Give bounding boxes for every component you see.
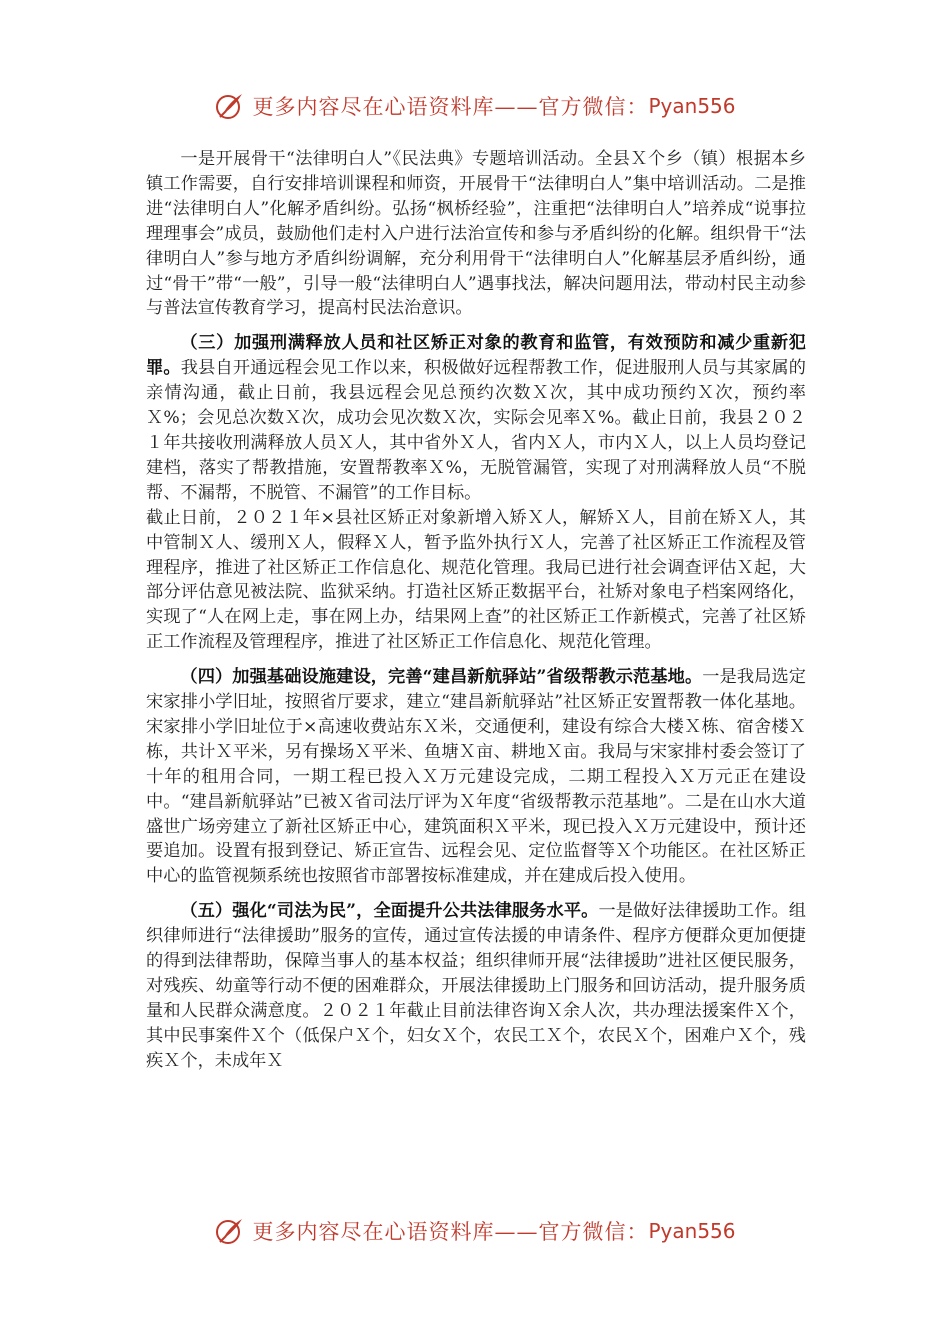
banner-site-text: 更多内容尽在心语资料库——官方微信： <box>252 95 649 119</box>
banner-site-text: 更多内容尽在心语资料库——官方微信： <box>252 1220 649 1244</box>
section-heading: （五）强化“司法为民”，全面提升公共法律服务水平。 <box>180 901 599 922</box>
paragraph-text: 一是我局选定宋家排小学旧址，按照省厅要求，建立“建昌新航驿站”社区矫正安置帮教一体化基地。宋家排小学旧址位于×高速收费站东Ｘ米，交通便利，建设有综合大楼Ｘ栋、宿舍楼Ｘ栋，共计Ｘ平米，另有操场Ｘ平米、鱼塘Ｘ亩、耕地Ｘ亩。我局与宋家排村委会签订了十年的租用合同，一期工程已投入Ｘ万元建设完成，二期工程投入Ｘ万元正在建设中。“建昌新航驿站”已被Ｘ省司法厅评为Ｘ年度“省级帮教示范基地”。二是在山水大道盛世广场旁建立了新社区矫正中心，建筑面积Ｘ平米，现已投入Ｘ万元建设中，预计还要追加。设置有报到登记、矫正宣告、远程会见、定位监督等Ｘ个功能区。在社区矫正中心的监管视频系统也按照省市部署按标准建成，并在建成后投入使用。 <box>146 667 806 887</box>
section-heading: （四）加强基础设施建设，完善“建昌新航驿站”省级帮教示范基地。 <box>180 667 703 688</box>
header-banner <box>0 86 950 126</box>
paragraph-3 <box>146 506 806 655</box>
banner-wechat-id: Pyan556 <box>648 94 736 118</box>
footer-banner <box>0 1211 950 1251</box>
paragraph-4 <box>146 665 806 889</box>
paragraph-text: 截止日前，２０２１年×县社区矫正对象新增入矫Ｘ人，解矫Ｘ人，目前在矫Ｘ人，其中管制Ｘ人、缓刑Ｘ人，假释Ｘ人，暂予监外执行Ｘ人，完善了社区矫正工作流程及管理程序，推进了社区矫正工作信息化、规范化管理。我局已进行社会调查评估Ｘ起，大部分评估意见被法院、监狱采纳。打造社区矫正数据平台，社矫对象电子档案网络化，实现了“人在网上走，事在网上办，结果网上查”的社区矫正工作新模式，完善了社区矫正工作流程及管理程序，推进了社区矫正工作信息化、规范化管理。 <box>146 507 806 653</box>
paragraph-1 <box>146 147 806 321</box>
document-body <box>146 147 806 1084</box>
section-heading: （三）加强刑满释放人员和社区矫正对象的教育和监管，有效预防和减少重新犯罪。 <box>146 333 806 379</box>
pen-feather-logo-icon <box>214 1215 246 1247</box>
paragraph-5 <box>146 899 806 1073</box>
banner-wechat-id: Pyan556 <box>648 1219 736 1243</box>
paragraph-text: 我县自开通远程会见工作以来，积极做好远程帮教工作，促进服刑人员与其家属的亲情沟通，截止日前，我县远程会见总预约次数Ｘ次，其中成功预约Ｘ次，预约率Ｘ%；会见总次数Ｘ次，成功会见次数Ｘ次，实际会见率Ｘ%。截止日前，我县２０２１年共接收刑满释放人员Ｘ人，其中省外Ｘ人，省内Ｘ人，市内Ｘ人，以上人员均登记建档，落实了帮教措施，安置帮教率Ｘ%，无脱管漏管，实现了对刑满释放人员“不脱帮、不漏帮，不脱管、不漏管”的工作目标。 <box>146 358 806 503</box>
paragraph-text: 一是做好法律援助工作。组织律师进行“法律援助”服务的宣传，通过宣传法援的申请条件、程序方便群众更加便捷的得到法律帮助，保障当事人的基本权益；组织律师开展“法律援助”进社区便民服务，对残疾、幼童等行动不便的困难群众，开展法律援助上门服务和回访活动，提升服务质量和人民群众满意度。２０２１年截止目前法律咨询Ｘ余人次，共办理法援案件Ｘ个，其中民事案件Ｘ个（低保户Ｘ个，妇女Ｘ个，农民工Ｘ个，农民Ｘ个，困难户Ｘ个，残疾Ｘ个，未成年Ｘ <box>146 901 806 1071</box>
pen-feather-logo-icon <box>214 90 246 122</box>
paragraph-2 <box>146 331 806 505</box>
paragraph-text: 一是开展骨干“法律明白人”《民法典》专题培训活动。全县Ｘ个乡（镇）根据本乡镇工作需要，自行安排培训课程和师资，开展骨干“法律明白人”集中培训活动。二是推进“法律明白人”化解矛盾纠纷。弘扬“枫桥经验”，注重把“法律明白人”培养成“说事拉理理事会”成员，鼓励他们走村入户进行法治宣传和参与矛盾纠纷的化解。组织骨干“法律明白人”参与地方矛盾纠纷调解，充分利用骨干“法律明白人”化解基层矛盾纠纷，通过“骨干”带“一般”，引导一般“法律明白人”遇事找法，解决问题用法，带动村民主动参与普法宣传教育学习，提高村民法治意识。 <box>146 149 806 319</box>
